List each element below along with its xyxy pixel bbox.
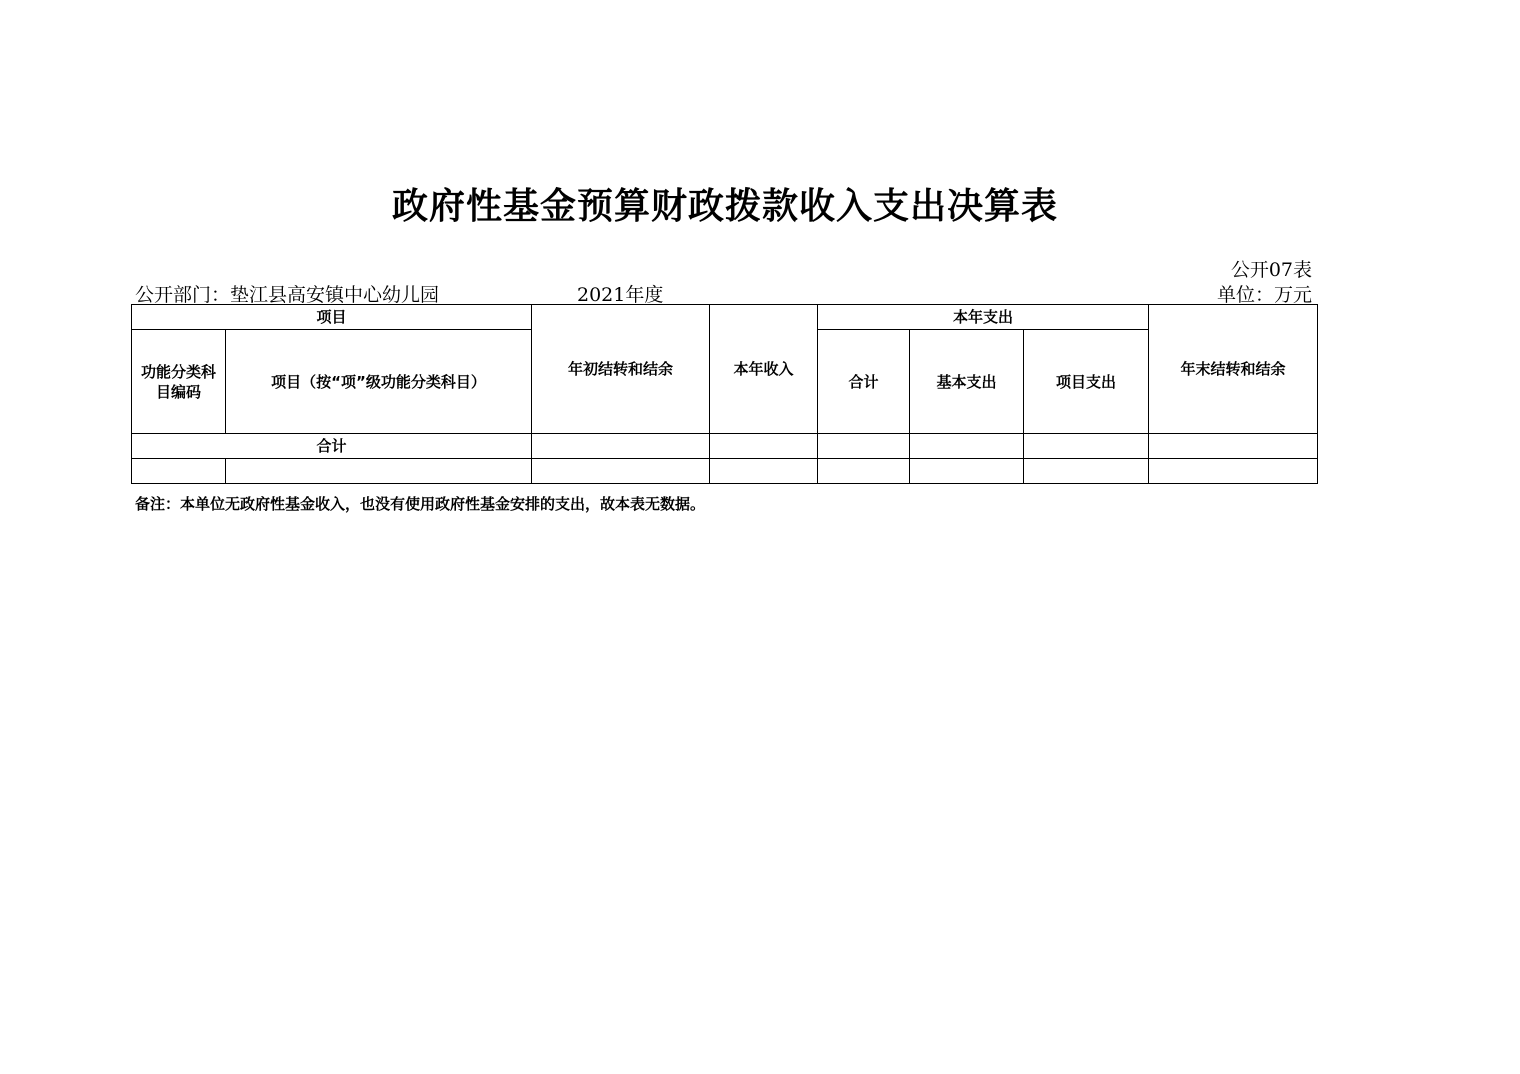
header-expense-total: 合计 [818, 330, 910, 434]
page-title: 政府性基金预算财政拨款收入支出决算表 [391, 186, 1058, 227]
year-label: 2021年度 [577, 284, 664, 306]
header-project-expense: 项目支出 [1024, 330, 1149, 434]
table-cell [910, 434, 1024, 459]
table-cell [1024, 434, 1149, 459]
header-expense-group: 本年支出 [818, 305, 1149, 330]
department-label: 公开部门：垫江县高安镇中心幼儿园 [135, 284, 440, 306]
unit-label: 单位：万元 [1216, 284, 1312, 306]
table-cell [532, 434, 710, 459]
header-item-detail: 项目（按“项”级功能分类科目） [226, 330, 532, 434]
budget-table [131, 304, 1318, 484]
header-basic-expense: 基本支出 [910, 330, 1024, 434]
header-begin-balance: 年初结转和结余 [532, 305, 710, 434]
table-row [132, 459, 1318, 484]
header-code: 功能分类科目编码 [132, 330, 226, 434]
header-item: 项目 [132, 305, 532, 330]
table-cell [1149, 434, 1318, 459]
table-cell [910, 459, 1024, 484]
header-income: 本年收入 [710, 305, 818, 434]
table-cell [532, 459, 710, 484]
header-end-balance: 年末结转和结余 [1149, 305, 1318, 434]
table-row [132, 434, 1318, 459]
table-cell [818, 459, 910, 484]
table-cell [1149, 459, 1318, 484]
table-cell [226, 459, 532, 484]
table-cell [710, 459, 818, 484]
table-cell [132, 459, 226, 484]
table-cell [1024, 459, 1149, 484]
table-cell [710, 434, 818, 459]
form-number: 公开07表 [1230, 259, 1312, 281]
table-cell [818, 434, 910, 459]
footnote: 备注：本单位无政府性基金收入，也没有使用政府性基金安排的支出，故本表无数据。 [135, 495, 706, 513]
total-label: 合计 [132, 434, 532, 459]
